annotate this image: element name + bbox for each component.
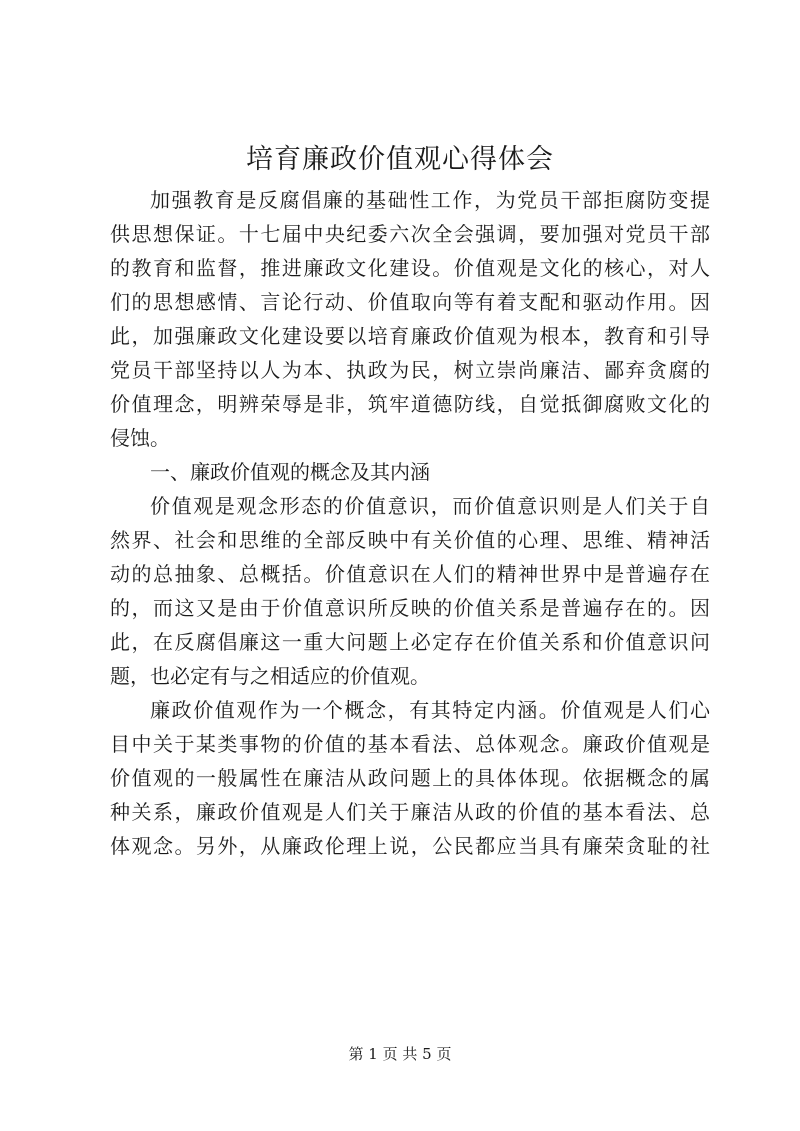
text-line: 价值理念，明辨荣辱是非，筑牢道德防线，自觉抵御腐败文化的 [110,392,710,416]
text-line: 供思想保证。十七届中央纪委六次全会强调，要加强对党员干部 [110,222,710,246]
text-line: 廉政价值观作为一个概念，有其特定内涵。价值观是人们心 [150,698,710,722]
text-line: 目中关于某类事物的价值的基本看法、总体观念。廉政价值观是 [110,732,710,756]
text-line: 此，加强廉政文化建设要以培育廉政价值观为根本，教育和引导 [110,324,710,348]
text-line: 侵蚀。 [110,426,170,450]
text-line: 价值观是观念形态的价值意识，而价值意识则是人们关于自 [150,494,710,518]
text-line: 的教育和监督，推进廉政文化建设。价值观是文化的核心，对人 [110,256,710,280]
text-line: 们的思想感情、言论行动、价值取向等有着支配和驱动作用。因 [110,290,710,314]
text-line: 然界、社会和思维的全部反映中有关价值的心理、思维、精神活 [110,528,710,552]
text-line: 价值观的一般属性在廉洁从政问题上的具体体现。依据概念的属 [110,766,710,790]
text-line: 的，而这又是由于价值意识所反映的价值关系是普遍存在的。因 [110,596,710,620]
text-line: 种关系，廉政价值观是人们关于廉洁从政的价值的基本看法、总 [110,800,710,824]
section-heading: 一、廉政价值观的概念及其内涵 [150,460,430,484]
document-body [110,183,710,863]
text-line: 体观念。另外，从廉政伦理上说，公民都应当具有廉荣贪耻的社 [110,834,710,858]
page-footer: 第 1 页 共 5 页 [348,1045,452,1063]
text-line: 动的总抽象、总概括。价值意识在人们的精神世界中是普遍存在 [110,562,710,586]
document-title: 培育廉政价值观心得体会 [246,144,554,175]
text-line: 党员干部坚持以人为本、执政为民，树立崇尚廉洁、鄙弃贪腐的 [110,358,710,382]
text-line: 此，在反腐倡廉这一重大问题上必定存在价值关系和价值意识问 [110,630,710,654]
text-line: 加强教育是反腐倡廉的基础性工作，为党员干部拒腐防变提 [150,188,710,212]
text-line: 题，也必定有与之相适应的价值观。 [110,664,430,688]
